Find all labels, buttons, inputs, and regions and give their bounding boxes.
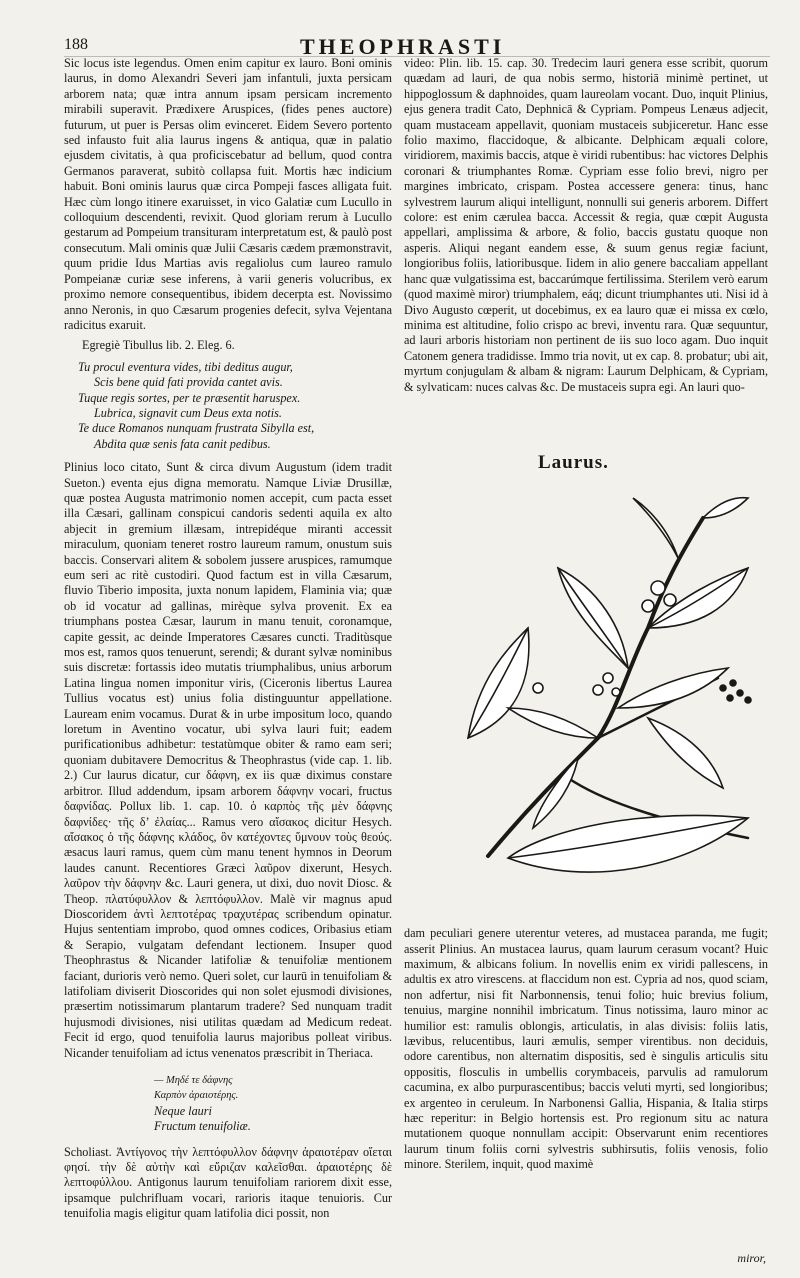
catchword: miror, — [737, 1251, 766, 1265]
running-head: THEOPHRASTI — [300, 34, 506, 59]
left-paragraph-pliny: Plinius loco citato, Sunt & circa divum Augustum (idem tradit Sueton.) eventa ejus digna memoratu. Namque Liviæ Drusillæ, quæ postea Augusta matrimonio nomen accepit, cum pacta esset illa Cæsari, gallinam conspicui candoris sedenti aquila ex alto abjecit in gremium illæsam, intrepidéque miranti accessit miraculum, quoniam teneret rostro laureum ramum, onustum suis baccis. Conservari alitem & sobolem jussere aruspices, ramumque eum seri ac ritè custodiri. Quod factum est in villa Cæsarum, fluvio Tiberio imposita, juxta nonum lapidem, Flaminia via; quæ ob id vocatur ad gallinas, mirèque sylva provenit. Ex ea triumphans postea Cæsar, laurum in manu tenuit, coronamque, capite gessit, ac deinde Imperatores Cæsares cuncti. Traditùsque mos est, ramos quos tenuerunt, serendi; & durant sylvæ nominibus suis discretæ: fortassis ideo mutatis triumphalibus, unius arborum Latina lingua nomen imponitur viris, (Ciceronis libertus Laurea Tullius vocatus est) unius folia distinguuntur appellatione. Lauream enim vocamus. Durat & in urbe impositum loco, quando loretum in Aventino vocatur, ubi sylva lauri fuit; eadem purificationibus adhibetur: testatùmque obiter & ramo eam seri; quoniam dubitavere Democritus & Theophrastus (vide cap. 1. lib. 2.) Cur laurus dicatur, cur δάφνη, ex iis quæ diximus constare arbitror. Illud addendum, ipsam arborem δάφνην vocari, fructus δαφνίδας. Pollux lib. 1. cap. 10. ὁ καρπὸς τῆς μὲν δάφνης δαφνίδες· τῆς δ’ ἐλαίας... Ramus vero αἴσακος dicitur Hesych. αἴσακος ὁ τῆς δάφνης κλάδος, ὃν κατέχοντες ὕμνουν τοὺς θεούς. æsacus lauri ramus, quem cùm manu tenent hymnos in Deorum laudes canunt. Recentiores Græci λαῦρον dixerunt, Hesych. λαῦρον τὴν δάφνην &c. Lauri genera, ut dixi, duo novit Diosc. & Theop. πλατύφυλλον & λεπτόφυλλον. Malè vir magnus apud Dioscoridem ἀντὶ λεπτοτέρας τραχυτέρας scribendum opinatur. Hujus sententiam improbo, quod omnes codices, Oribasius etiam & Serapio, vulgatam defendant lectionem. Insuper quod Theophrastus & Nicander latifoliæ & tenuifoliæ mentionem faciant, durioris verò nemo. Queri solet, cur laurū in tenuifoliam & latifoliam diviserit Dioscorides qui non solet ejusmodi divisiones, præsertim notissimarum plantarum tradere? Sed nunquam tradit hujusmodi divisiones, nisi utilitas quædam ad Medicum redeat. Fecit id ergo, quod tenuifolia laurus majoribus polleat viribus. Nicander tenuifoliam ad ictus venenatos præscribit in Theriaca. — [64, 460, 392, 1060]
tibullus-verse — [64, 360, 392, 452]
verse-intro: Egregiè Tibullus lib. 2. Eleg. 6. — [82, 338, 235, 353]
latin-quote-line: Fructum tenuifoliæ. — [154, 1119, 251, 1134]
verse-line: Abdita quæ senis fata canit pedibus. — [94, 436, 271, 451]
latin-quote-line: Neque lauri — [154, 1103, 212, 1118]
laurel-woodcut-illustration — [448, 478, 768, 898]
right-paragraph-mustacea: dam peculiari genere uterentur veteres, ad mustacea paranda, me fugit; asserit Plinius. An mustacea laurus, quam laurum cerasum vocant? Huic maximum, & albicans folium. In novellis enim ex viridi pallescens, in adultis ex atro virescens. at flaccidum non est. Cypria ad nos, quod sciam, non adfertur, nisi fit Narbonnensis, tenui folio; huic brevius folium, tenuius, margine nonnihil imbricatum. Tinus notissima, lauro minor ac humilior est: ramulis oblongis, articulatis, in alas divisis: foliis latis, lævibus, relucentibus, lauri æmulis, semper virentibus. non deciduis, odore carentibus, non alternatim dispositis, sed è singulis articulis situ oppositis, flosculis in umbellis corymbaceis, parvulis ad ramulorum cacumina, ex albo purpurascentibus; baccis veluti myrti, sed longioribus; ex argenteo in ceruleum. In Narbonensi Gallia, Hispania, & Italia stirps hæc reperitur: in Belgio hortensis est. Pro regionum situ ac natura mutationem quoque nonnullam accipit: Observarunt enim recentiores laurum tinum foliis corni sylvestris subhirsutis, foliis venosis, folio minore. Sterilem, inquit, quod maximè — [404, 926, 768, 1172]
right-paragraph-genera: video: Plin. lib. 15. cap. 30. Tredecim lauri genera esse scribit, quorum quædam ad lauri, de qua nobis sermo, historiā minimè pertinet, ut hippoglossum & daphnoides, quam laureolam vocant. Duo, inquit Plinius, ejus genera tradit Cato, Dephnicā & Cypriam. Pompeus Lenæus adjecit, quam mustaceam appellavit, quoniam mustaceis subjiceretur. Hanc esse folio maximo, flaccidoque, & albicante. Delphicam æquali colore, viridiorem, maximis baccis, atque è viridi rubentibus: hac victores Delphis coronari & triumphantes Romæ. Cypriam esse folio brevi, nigro per margines imbricato, crispam. Postea accessere genera: tinus, hanc sylvestrem laurum aliqui intelligunt, nonnulli sui generis arborem. Differt colore: est enim cærulea bacca. Accessit & regia, quæ cœpit Augusta appellari, amplissima & arbore, & folio, baccis gustatu quoque non asperis. Aliqui negant eandem esse, & suum genus regiæ faciunt, longioribus foliis, latioribusque. Iidem in alio genere baccaliam appellant hanc quæ vulgatissima est, baccarúmque fertilissima. Sterilem verò earum (quod maximè miror) triumphalem, eáq; dicunt triumphantes uti. Nisi id à Divo Augusto cœperit, ut docebimus, ex ea lauro quæ ei missa ex cœlo, minima est altitudine, folio crispo ac brevi, inventu rara. Quæ sequuntur, ad lauri arboris historiam non pertinent de iis suo loco agam. Duo inquit Catonem genera tradidisse. Immo tria novit, ut ex cap. 8. probatur; ubi ait, myrtum conjugulam & albam & nigram: Laurum Delphicam, & Cypriam, & sylvaticam: nuces calvas &c. De mustaceis supra egi. An lauri quo- — [404, 56, 768, 394]
scholiast-paragraph: Scholiast. Ἀντίγονος τὴν λεπτόφυλλον δάφνην ἀραιοτέραν οἴεται φησί. τὴν δὲ αὐτὴν καὶ εὔριζαν καλεῖσθαι. ἀραιοτέρης δὲ λεπτοφύλλου. Antigonus laurum tenuifoliam rariorem dixit esse, ipsamque pulchrifluam vocari, rarioris itaque tenuioris. Cur tenuifolia magis eligitur quam latifolia dici possit, non — [64, 1144, 392, 1221]
right-column-bottom — [404, 914, 768, 1185]
greek-quote-line: — Μηδέ τε δάφνης — [154, 1075, 233, 1086]
verse-line: Scis bene quid fati provida cantet avis. — [94, 375, 283, 390]
verse-line: Tuque regis sortes, per te præsentit haruspex. — [78, 390, 301, 405]
figure-title: Laurus. — [538, 452, 609, 473]
verse-line: Te duce Romanos nunquam frustrata Sibylla est, — [78, 421, 315, 436]
nicander-quote — [154, 1073, 392, 1135]
left-paragraph-omens: Sic locus iste legendus. Omen enim capitur ex lauro. Boni ominis laurus, in domo Alexandri Severi jam infantuli, juxta persicam arborem nata; quæ intra annum ipsam persicam incremento mirabili superavit. Prædixere Aruspices, (fides penes auctore) futurum, ut puer is Persas olim evinceret. Eidem Severo portento sed infausto fuit alia laurus ingens & antiqua, quæ in palatio ejusdem civitatis, à qua proficiscebatur ad bellum, quod contra Germanos paraverat, subitò collapsa fuit. Mortis hæc indicium habuit. Boni ominis laurus quæ circa Pompeji fasces alligata fuit. Hæc cùm longo itinere exaruisset, in vico Galatiæ cum Lucullo in colloquium descendenti, revixit. Quod gloriam rerum à Lucullo gestarum ad Pompeium transituram interpretatum est, & paulò post consecutum. Mali ominis quæ Julii Cæsaris cædem præmonstravit, quum pridie Idus Martias avis regaliolus cum laureo ramulo Pompeianæ curiæ sese inferens, à varii generis volucribus, ex proximo nemore consequentibus, ibidem decerpta est. Novissimo anno Neronis, in quo Cæsarum progenies defecit, sylva Vejentana radicitus exaruit. — [64, 56, 392, 332]
verse-line: Tu procul eventura vides, tibi deditus augur, — [78, 359, 293, 374]
verse-line: Lubrica, signavit cum Deus exta notis. — [94, 405, 282, 420]
left-column — [64, 56, 392, 1227]
page-header — [64, 34, 770, 57]
page-number: 188 — [64, 36, 88, 53]
greek-quote-line: Καρπὸν ἀραιοτέρης. — [154, 1090, 239, 1102]
right-column-top — [404, 56, 768, 400]
